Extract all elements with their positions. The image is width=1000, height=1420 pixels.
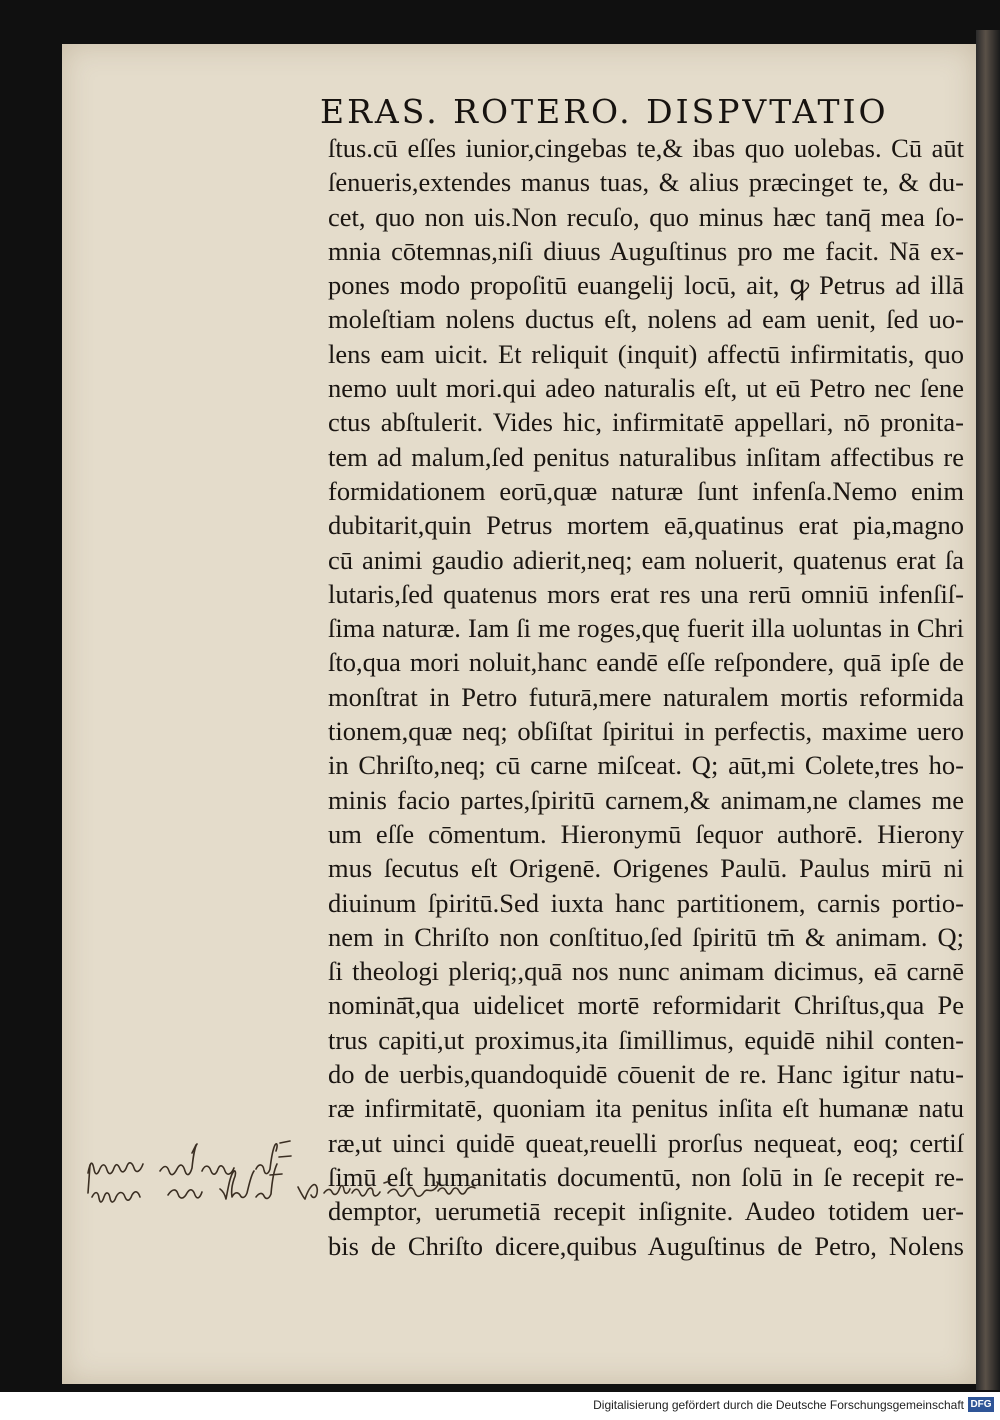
text-line: mus ſecutus eſt Origenē. Origenes Paulū. Paulus mirū ni <box>328 853 964 884</box>
digitization-footer <box>0 1392 1000 1420</box>
text-line: do de uerbis,quandoquidē cōuenit de re. Hanc igitur natu- <box>328 1059 964 1090</box>
text-line: nem in Chriſto non conſtituo,ſed ſpiritū tm̄ & animam. Q; <box>328 921 964 952</box>
text-line: ſenueris,extendes manus tuas, & alius præcinget te, & du- <box>328 167 964 198</box>
book-edge <box>976 30 1000 1390</box>
text-line: ſima naturæ. Iam ſi me roges,quę fuerit illa uoluntas in Chri <box>328 613 964 644</box>
funding-credit: Digitalisierung gefördert durch die Deutsche Forschungsgemeinschaft <box>593 1398 964 1412</box>
text-line: ræ,ut uinci quidē queat,reuelli prorſus nequeat, eoq; certiſ <box>328 1127 964 1158</box>
text-line: bis de Chriſto dicere,quibus Auguſtinus de Petro, Nolens <box>328 1230 964 1261</box>
text-line: moleſtiam nolens ductus eſt, nolens ad eam uenit, ſed uo- <box>328 304 964 335</box>
text-line: tem ad malum,ſed penitus naturalibus inſitam affectibus re <box>328 441 964 472</box>
text-line: in Chriſto,neq; cū carne miſceat. Q; aūt,mi Colete,tres ho- <box>328 750 964 781</box>
text-line: monſtrat in Petro futurā,mere naturalem mortis reformida <box>328 681 964 712</box>
text-line: pones modo propoſitū euangelij locū, ait, ꝙ Petrus ad illā <box>328 270 964 301</box>
text-line: ſi theologi pleriq;,quā nos nunc animam dicimus, eā carnē <box>328 956 964 987</box>
text-line: cet, quo non uis.Non recuſo, quo minus hæc tanq̄ mea ſo- <box>328 201 964 232</box>
text-line: ræ infirmitatē, quoniam ita penitus inſita eſt humanæ natu <box>328 1093 964 1124</box>
text-line: um eſſe cōmentum. Hieronymū ſequor authorē. Hierony <box>328 818 964 849</box>
text-line: nemo uult mori.qui adeo naturalis eſt, ut eū Petro nec ſene <box>328 373 964 404</box>
handwritten-marginalia <box>84 1135 524 1215</box>
text-line: lens eam uicit. Et reliquit (inquit) affectū infirmitatis, quo <box>328 338 964 369</box>
body-text <box>328 131 964 1263</box>
text-line: tionem,quæ neq; obſiſtat ſpiritui in perfectis, maxime uero <box>328 716 964 747</box>
text-line: ſimū eſt humanitatis documentū, non ſolū in ſe recepit re- <box>328 1161 964 1192</box>
text-line: cū animi gaudio adierit,neq; eam noluerit, quatenus erat ſa <box>328 544 964 575</box>
running-title: ERAS. ROTERO. DISPVTATIO <box>320 92 889 131</box>
dfg-logo: DFG <box>968 1397 994 1412</box>
text-line: ctus abſtulerit. Vides hic, infirmitatē appellari, nō pronita- <box>328 407 964 438</box>
text-line: ſtus.cū eſſes iunior,cingebas te,& ibas quo uolebas. Cū aūt <box>328 133 964 163</box>
text-line: nominā̄t,qua uidelicet mortē reformidarit Chriſtus,qua Pe <box>328 990 964 1021</box>
text-line: ſto,qua mori noluit,hanc eandē eſſe reſpondere, quā ipſe de <box>328 647 964 678</box>
text-line: minis facio partes,ſpiritū carnem,& animam,ne clames me <box>328 784 964 815</box>
text-line: diuinum ſpiritū.Sed iuxta hanc partitionem, carnis portio- <box>328 887 964 918</box>
text-line: demptor, uerumetiā recepit inſignite. Audeo totidem uer- <box>328 1196 964 1227</box>
text-line: trus capiti,ut proximus,ita ſimillimus, equidē nihil conten- <box>328 1024 964 1055</box>
text-line: dubitarit,quin Petrus mortem eā,quatinus erat pia,magno <box>328 510 964 541</box>
text-line: formidationem eorū,quæ naturæ ſunt infenſa.Nemo enim <box>328 475 964 506</box>
text-line: mnia cōtemnas,niſi diuus Auguſtinus pro me facit. Nā ex- <box>328 235 964 266</box>
text-line: lutaris,ſed quatenus mors erat res una rerū omniū infenſiſ- <box>328 578 964 609</box>
